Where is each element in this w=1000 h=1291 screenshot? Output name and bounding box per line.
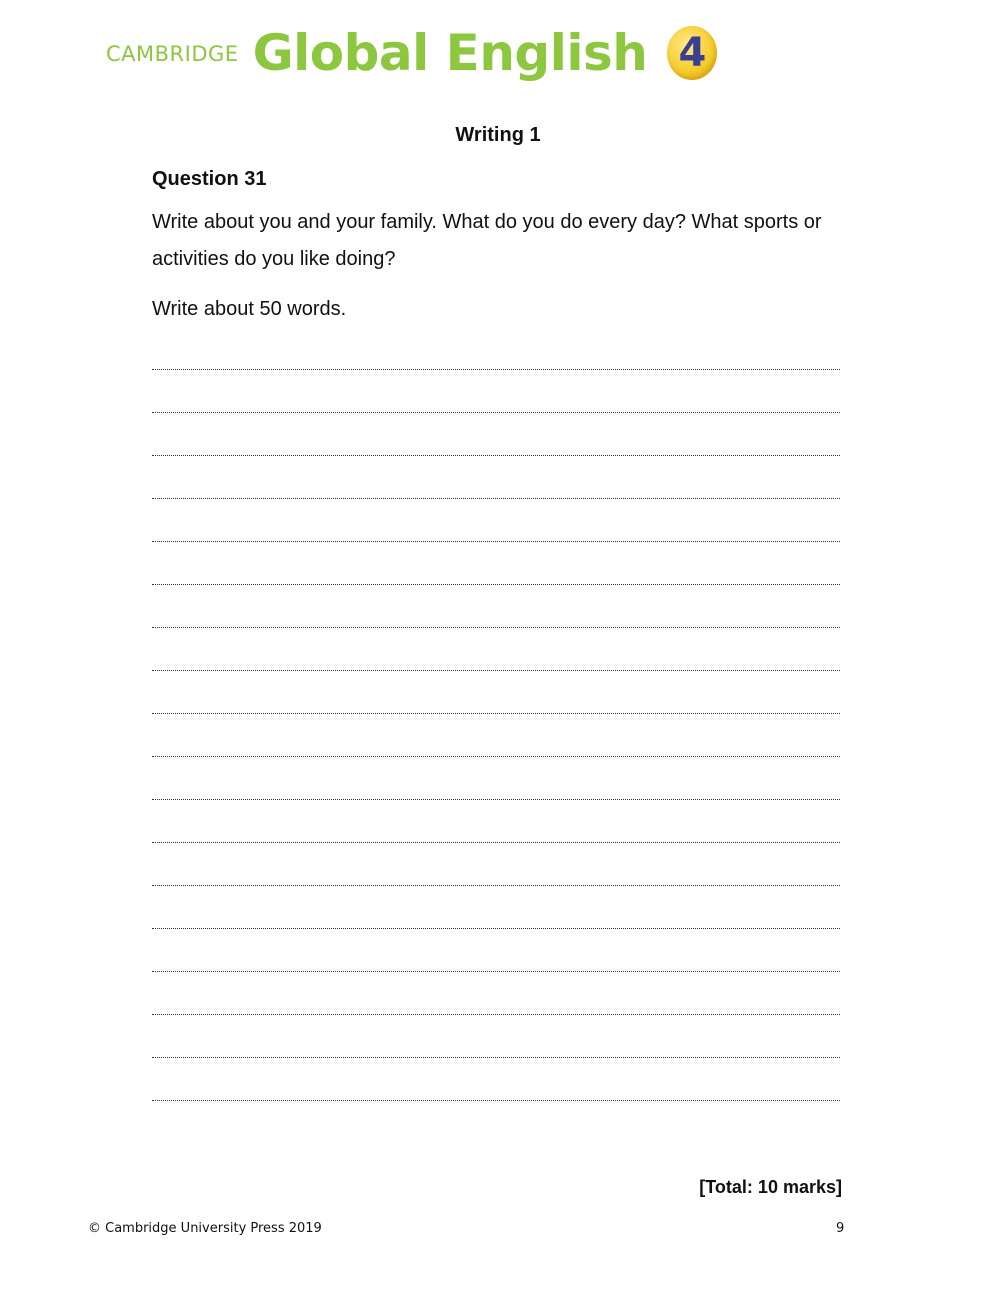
answer-line[interactable]: [152, 670, 840, 671]
answer-line[interactable]: [152, 1100, 840, 1101]
answer-line[interactable]: [152, 541, 840, 542]
brand-title: Global English: [252, 24, 648, 82]
answer-line[interactable]: [152, 412, 840, 413]
answer-line[interactable]: [152, 885, 840, 886]
question-title: Question 31: [152, 168, 267, 190]
answer-area[interactable]: [152, 369, 840, 1143]
answer-line[interactable]: [152, 627, 840, 628]
answer-line[interactable]: [152, 498, 840, 499]
copyright: © Cambridge University Press 2019: [88, 1221, 322, 1236]
brand-publisher: CAMBRIDGE: [106, 42, 239, 66]
answer-line[interactable]: [152, 971, 840, 972]
answer-line[interactable]: [152, 928, 840, 929]
answer-line[interactable]: [152, 713, 840, 714]
section-title: Writing 1: [455, 124, 541, 146]
answer-line[interactable]: [152, 1057, 840, 1058]
word-count-instruction: Write about 50 words.: [152, 298, 347, 320]
question-prompt: Write about you and your family. What do you do every day? What sports or activities do you like doing?: [152, 211, 822, 270]
brand-header: [106, 18, 717, 88]
answer-line[interactable]: [152, 455, 840, 456]
total-marks: [Total: 10 marks]: [699, 1177, 842, 1197]
answer-line[interactable]: [152, 799, 840, 800]
page-number: 9: [836, 1221, 845, 1236]
answer-line[interactable]: [152, 1014, 840, 1015]
answer-line[interactable]: [152, 756, 840, 757]
answer-line[interactable]: [152, 369, 840, 370]
answer-line[interactable]: [152, 842, 840, 843]
level-badge: 4: [667, 26, 717, 80]
answer-line[interactable]: [152, 584, 840, 585]
